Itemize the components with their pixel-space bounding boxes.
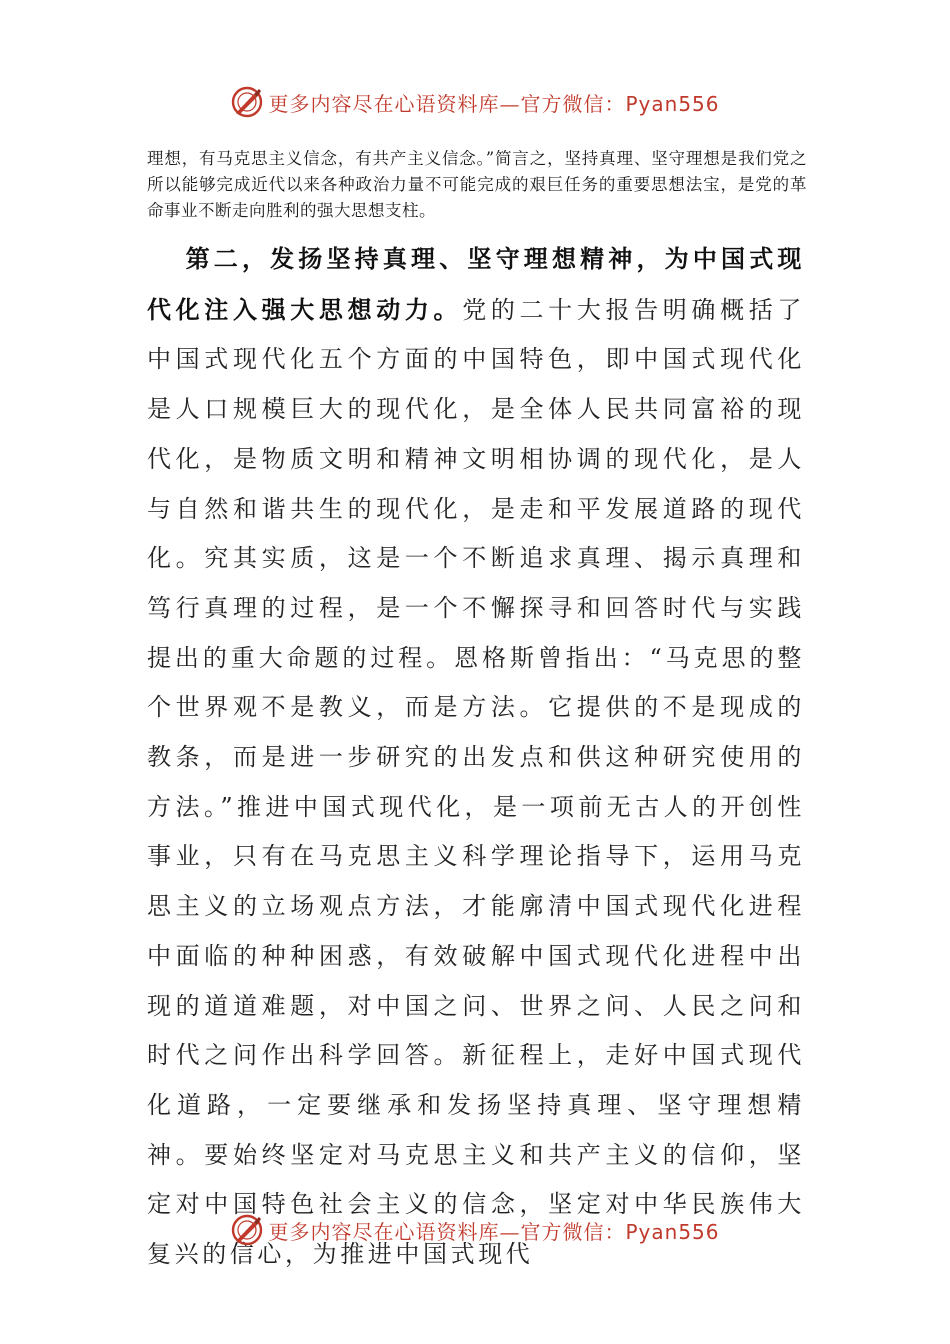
watermark-header: [0, 82, 950, 122]
pen-logo-icon: [230, 1213, 264, 1247]
watermark-text: 更多内容尽在心语资料库—官方微信：: [268, 1219, 626, 1244]
section-heading: 第二，发扬坚持真理、坚守理想精神，为中国式现代化注入强大思想动力。: [147, 244, 805, 324]
section-paragraph: [147, 234, 805, 1280]
pen-logo-icon: [230, 85, 264, 119]
wechat-id: Pyan556: [625, 91, 720, 116]
continuation-paragraph: 理想，有马克思主义信念，有共产主义信念。”简言之，坚持真理、坚守理想是我们党之所以能够完成近代以来各种政治力量不可能完成的艰巨任务的重要思想法宝，是党的革命事业不断走向胜利的强大思想支柱。: [147, 149, 807, 220]
watermark-footer: [0, 1210, 950, 1250]
section-body: 党的二十大报告明确概括了中国式现代化五个方面的中国特色，即中国式现代化是人口规模巨大的现代化，是全体人民共同富裕的现代化，是物质文明和精神文明相协调的现代化，是人与自然和谐共生的现代化，是走和平发展道路的现代化。究其实质，这是一个不断追求真理、揭示真理和笃行真理的过程，是一个不懈探寻和回答时代与实践提出的重大命题的过程。恩格斯曾指出：“马克思的整个世界观不是教义，而是方法。它提供的不是现成的教条，而是进一步研究的出发点和供这种研究使用的方法。”推进中国式现代化，是一项前无古人的开创性事业，只有在马克思主义科学理论指导下，运用马克思主义的立场观点方法，才能廓清中国式现代化进程中面临的种种困惑，有效破解中国式现代化进程中出现的道道难题，对中国之问、世界之问、人民之问和时代之问作出科学回答。新征程上，走好中国式现代化道路，一定要继承和发扬坚持真理、坚守理想精神。要始终坚定对马克思主义和共产主义的信仰，坚定对中国特色社会主义的信念，坚定对中华民族伟大复兴的信心，为推进中国式现代: [147, 295, 805, 1269]
wechat-id: Pyan556: [625, 1219, 720, 1244]
watermark-text: 更多内容尽在心语资料库—官方微信：: [268, 91, 626, 116]
